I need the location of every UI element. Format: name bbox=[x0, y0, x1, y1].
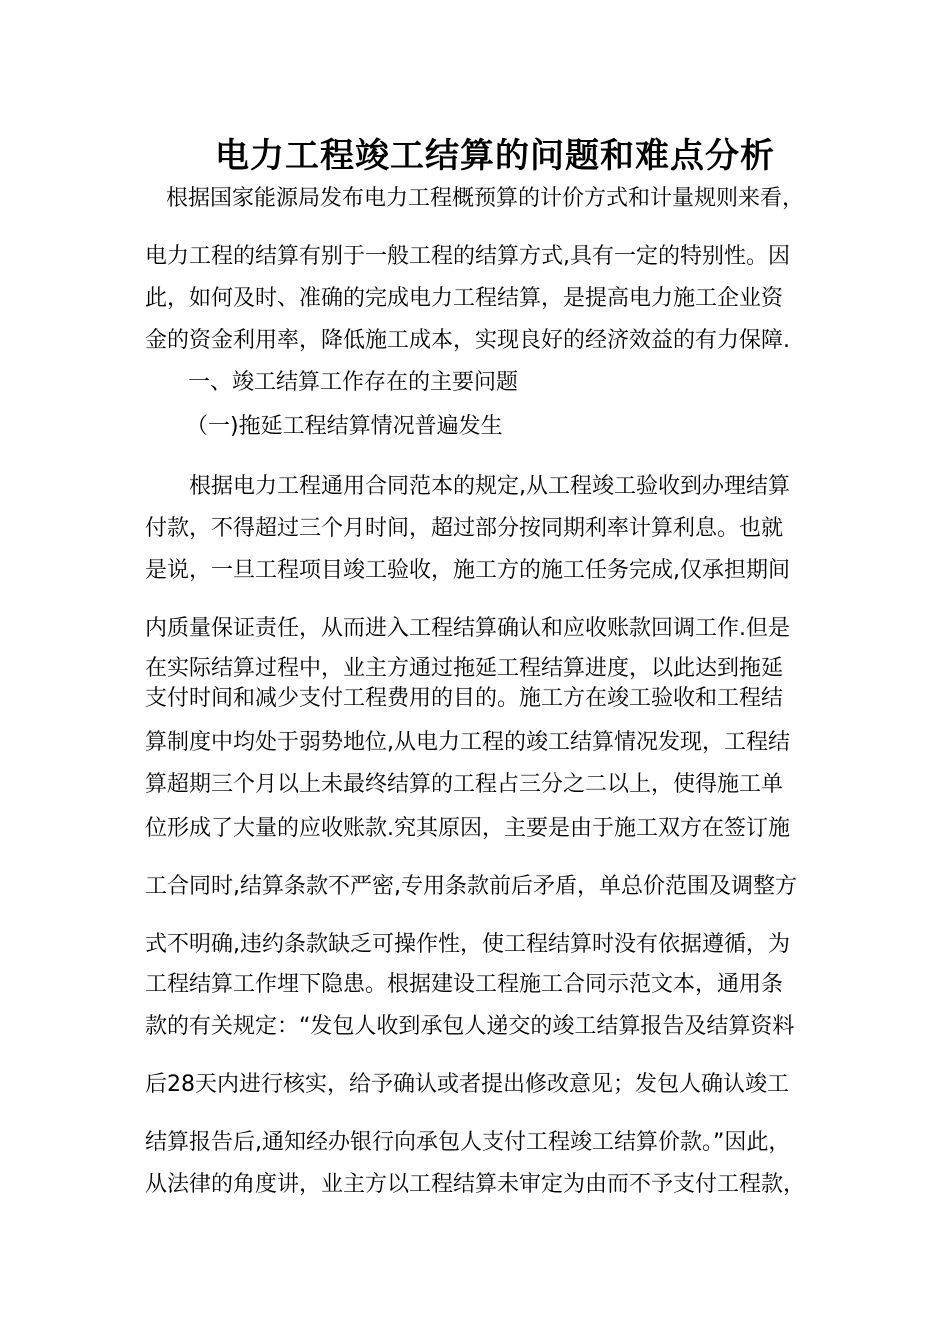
paragraph-line: 是说，一旦工程项目竣工验收，施工方的施工任务完成,仅承担期间 bbox=[145, 558, 790, 583]
section-heading: 一、竣工结算工作存在的主要问题 bbox=[188, 370, 519, 395]
paragraph-line: 付款，不得超过三个月时间，超过部分按同期利率计算利息。也就 bbox=[145, 516, 784, 541]
paragraph-line: 算超期三个月以上未最终结算的工程占三分之二以上，使得施工单 bbox=[145, 772, 784, 797]
paragraph-line: 位形成了大量的应收账款.究其原因，主要是由于施工双方在签订施 bbox=[145, 816, 790, 841]
paragraph-line: 式不明确,违约条款缺乏可操作性，使工程结算时没有依据遵循，为 bbox=[145, 932, 790, 957]
paragraph-line: 根据电力工程通用合同范本的规定,从工程竣工验收到办理结算 bbox=[189, 474, 790, 499]
paragraph-line: 款的有关规定：“发包人收到承包人递交的竣工结算报告及结算资料 bbox=[145, 1014, 795, 1039]
subsection-heading: （一)拖延工程结算情况普遍发生 bbox=[186, 414, 503, 439]
paragraph-line: 后28天内进行核实，给予确认或者提出修改意见；发包人确认竣工 bbox=[145, 1072, 789, 1097]
paragraph-line: 在实际结算过程中，业主方通过拖延工程结算进度，以此达到拖延 bbox=[145, 656, 784, 681]
paragraph-line: 算制度中均处于弱势地位,从电力工程的竣工结算情况发现，工程结 bbox=[145, 730, 790, 755]
paragraph-line: 金的资金利用率，降低施工成本，实现良好的经济效益的有力保障. bbox=[145, 328, 790, 353]
paragraph-line: 电力工程的结算有别于一般工程的结算方式,具有一定的特别性。因 bbox=[145, 244, 790, 269]
paragraph-line: 此，如何及时、准确的完成电力工程结算，是提高电力施工企业资 bbox=[145, 286, 784, 311]
paragraph-line: 结算报告后,通知经办银行向承包人支付工程竣工结算价款。”因此， bbox=[145, 1130, 791, 1155]
paragraph-line: 从法律的角度讲，业主方以工程结算未审定为由而不予支付工程款， bbox=[145, 1172, 806, 1197]
paragraph-line: 支付时间和减少支付工程费用的目的。施工方在竣工验收和工程结 bbox=[145, 686, 784, 711]
paragraph-line: 工合同时,结算条款不严密,专用条款前后矛盾，单总价范围及调整方 bbox=[145, 874, 797, 899]
paragraph-line: 根据国家能源局发布电力工程概预算的计价方式和计量规则来看， bbox=[166, 186, 805, 211]
document-title: 电力工程竣工结算的问题和难点分析 bbox=[215, 136, 775, 176]
paragraph-line: 工程结算工作埋下隐患。根据建设工程施工合同示范文本，通用条 bbox=[145, 972, 784, 997]
paragraph-line: 内质量保证责任，从而进入工程结算确认和应收账款回调工作.但是 bbox=[145, 616, 790, 641]
